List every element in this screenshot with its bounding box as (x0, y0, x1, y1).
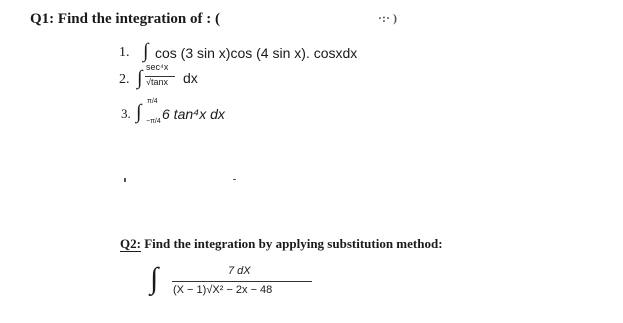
item-1-integral-sign: ∫ (143, 40, 149, 62)
item-2-denominator: √tanx (146, 77, 168, 87)
item-2-number: 2. (119, 72, 130, 87)
item-3-upper-limit: π/4 (147, 98, 158, 105)
item-3-number: 3. (121, 106, 131, 121)
item-2-numerator: sec⁴x (146, 62, 169, 72)
scan-mark-left (124, 178, 126, 182)
question-2-numerator: 7 dX (228, 265, 251, 277)
question-2-label-underline (120, 251, 141, 252)
item-2-integral-sign: ∫ (137, 67, 143, 89)
question-2-integral-sign: ∫ (150, 262, 159, 295)
item-3-expression: 6 tan⁴x dx (162, 106, 225, 122)
question-2-fraction-bar (172, 281, 312, 282)
item-2-tail: dx (183, 70, 198, 86)
item-1-number: 1. (119, 45, 130, 60)
question-1-title: Q1: Find the integration of : ( (30, 11, 220, 27)
question-2-title: Q2: Find the integration by applying substitution method: (120, 236, 443, 251)
item-1-expression: cos (3 sin x)cos (4 sin x). cosxdx (155, 45, 358, 61)
scan-mark-right (233, 179, 236, 180)
question-1-title-tail: ·:· ) (378, 11, 397, 25)
item-3-integral-sign: ∫ (136, 101, 142, 123)
item-3-lower-limit: −π/4 (146, 118, 161, 125)
question-2-denominator: (X − 1)√X² − 2x − 48 (173, 284, 273, 296)
